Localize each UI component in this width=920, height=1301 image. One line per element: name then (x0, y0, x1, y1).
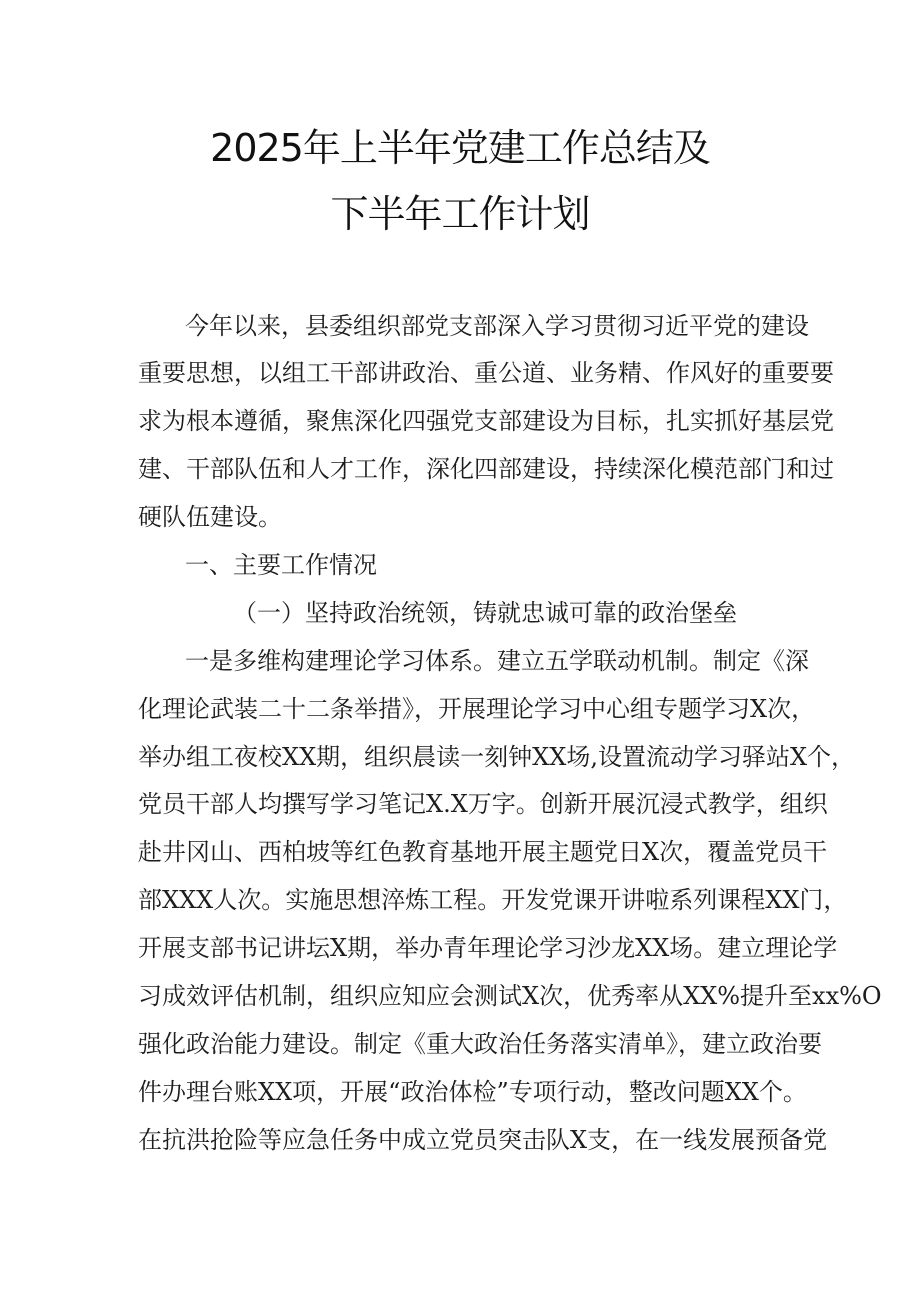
paragraph-2-line-6: 部XXX人次。实施思想淬炼工程。开发党课开讲啦系列课程XX门， (138, 886, 848, 914)
paragraph-2-line-8: 习成效评估机制，组织应知应会测试X次，优秀率从XX%提升至xx%O (138, 982, 882, 1010)
paragraph-2-line-7: 开展支部书记讲坛X期，举办青年理论学习沙龙XX场。建立理论学 (138, 934, 838, 962)
paragraph-2-line-2: 化理论武装二十二条举措》，开展理论学习中心组专题学习X次， (138, 695, 816, 723)
paragraph-2-line-9: 强化政治能力建设。制定《重大政治任务落实清单》，建立政治要 (138, 1030, 822, 1058)
paragraph-1-line-2: 重要思想，以组工干部讲政治、重公道、业务精、作风好的重要要 (138, 359, 834, 387)
paragraph-1-line-3: 求为根本遵循，聚焦深化四强党支部建设为目标，扎实抓好基层党 (138, 407, 834, 435)
paragraph-2-line-1: 一是多维构建理论学习体系。建立五学联动机制。制定《深 (185, 647, 809, 675)
document-title-line-2: 下半年工作计划 (330, 192, 590, 236)
paragraph-1-line-5: 硬队伍建设。 (138, 503, 282, 531)
paragraph-1-line-4: 建、干部队伍和人才工作，深化四部建设，持续深化模范部门和过 (138, 455, 834, 483)
paragraph-2-line-4: 党员干部人均撰写学习笔记X.X万字。创新开展沉浸式教学，组织 (138, 790, 828, 818)
paragraph-2-line-10: 件办理台账XX项，开展“政治体检”专项行动，整改问题XX个。 (138, 1078, 807, 1106)
paragraph-2-line-5: 赴井冈山、西柏坡等红色教育基地开展主题党日X次，覆盖党员干 (138, 838, 828, 866)
subsection-heading: （一）坚持政治统领，铸就忠诚可靠的政治堡垒 (233, 599, 737, 627)
paragraph-1-line-1: 今年以来，县委组织部党支部深入学习贯彻习近平党的建设 (185, 312, 809, 340)
paragraph-2-line-11: 在抗洪抢险等应急任务中成立党员突击队X支，在一线发展预备党 (138, 1126, 828, 1154)
paragraph-2-line-3: 举办组工夜校XX期，组织晨读一刻钟XX场,设置流动学习驿站X个， (138, 743, 856, 771)
section-heading: 一、主要工作情况 (185, 551, 377, 579)
document-title-line-1: 2025年上半年党建工作总结及 (210, 126, 710, 170)
